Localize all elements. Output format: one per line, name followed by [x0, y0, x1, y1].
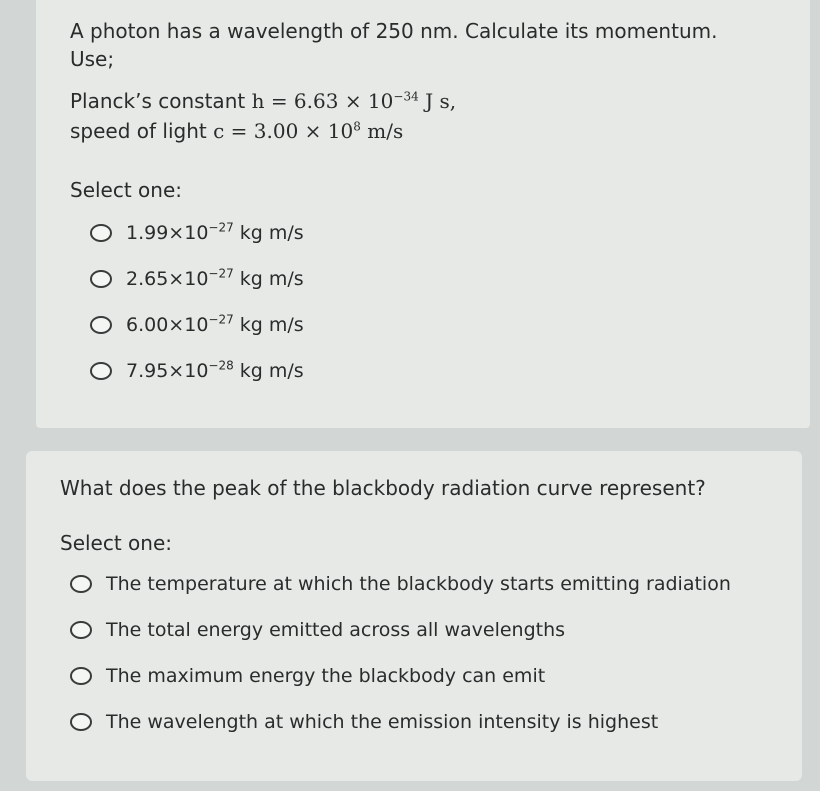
question-text: What does the peak of the blackbody radiation curve represent?	[60, 476, 706, 500]
option-b[interactable]	[90, 262, 810, 296]
option-label: The maximum energy the blackbody can emit	[106, 665, 546, 687]
option-label: $6.00\times 10^{-27}$ kg m/s	[126, 312, 304, 336]
option-c[interactable]	[90, 308, 810, 342]
radio-button[interactable]	[70, 667, 92, 685]
option-label: The wavelength at which the emission intensity is highest	[106, 711, 659, 733]
select-one-label: Select one:	[70, 178, 183, 202]
light-label: speed of light	[70, 119, 207, 143]
option-d[interactable]	[70, 705, 802, 739]
planck-label: Planck’s constant	[70, 89, 246, 113]
option-d[interactable]	[90, 354, 810, 388]
option-a[interactable]	[90, 216, 810, 250]
option-b[interactable]	[70, 613, 802, 647]
radio-button[interactable]	[90, 270, 112, 288]
question-card-blackbody	[26, 451, 802, 781]
radio-button[interactable]	[70, 575, 92, 593]
option-label: The total energy emitted across all wavelengths	[106, 619, 566, 641]
light-unit: m/s	[367, 119, 404, 143]
planck-expression	[252, 89, 457, 113]
use-label: Use;	[70, 47, 115, 71]
planck-value: h = 6.63 × 10	[251, 89, 394, 113]
radio-button[interactable]	[70, 621, 92, 639]
option-a[interactable]	[70, 567, 802, 601]
question-text: A photon has a wavelength of 250 nm. Calculate its momentum.	[70, 19, 718, 43]
option-label: $2.65\times 10^{-27}$ kg m/s	[126, 266, 304, 290]
planck-unit: J s,	[425, 89, 457, 113]
option-label: The temperature at which the blackbody starts emitting radiation	[106, 573, 731, 595]
option-label: $7.95\times 10^{-28}$ kg m/s	[126, 358, 304, 382]
radio-button[interactable]	[90, 224, 112, 242]
answer-options	[60, 567, 802, 739]
radio-button[interactable]	[70, 713, 92, 731]
light-value: c = 3.00 × 10	[213, 119, 354, 143]
answer-options	[70, 216, 810, 388]
light-exponent: 8	[353, 119, 361, 134]
planck-exponent: −34	[393, 89, 419, 104]
option-c[interactable]	[70, 659, 802, 693]
radio-button[interactable]	[90, 362, 112, 380]
question-card-photon-momentum	[36, 0, 810, 428]
light-expression	[213, 119, 403, 143]
planck-constant-line	[70, 88, 810, 114]
speed-of-light-line	[70, 118, 810, 144]
radio-button[interactable]	[90, 316, 112, 334]
option-label: $1.99\times 10^{-27}$ kg m/s	[126, 220, 304, 244]
select-one-label: Select one:	[60, 531, 173, 555]
